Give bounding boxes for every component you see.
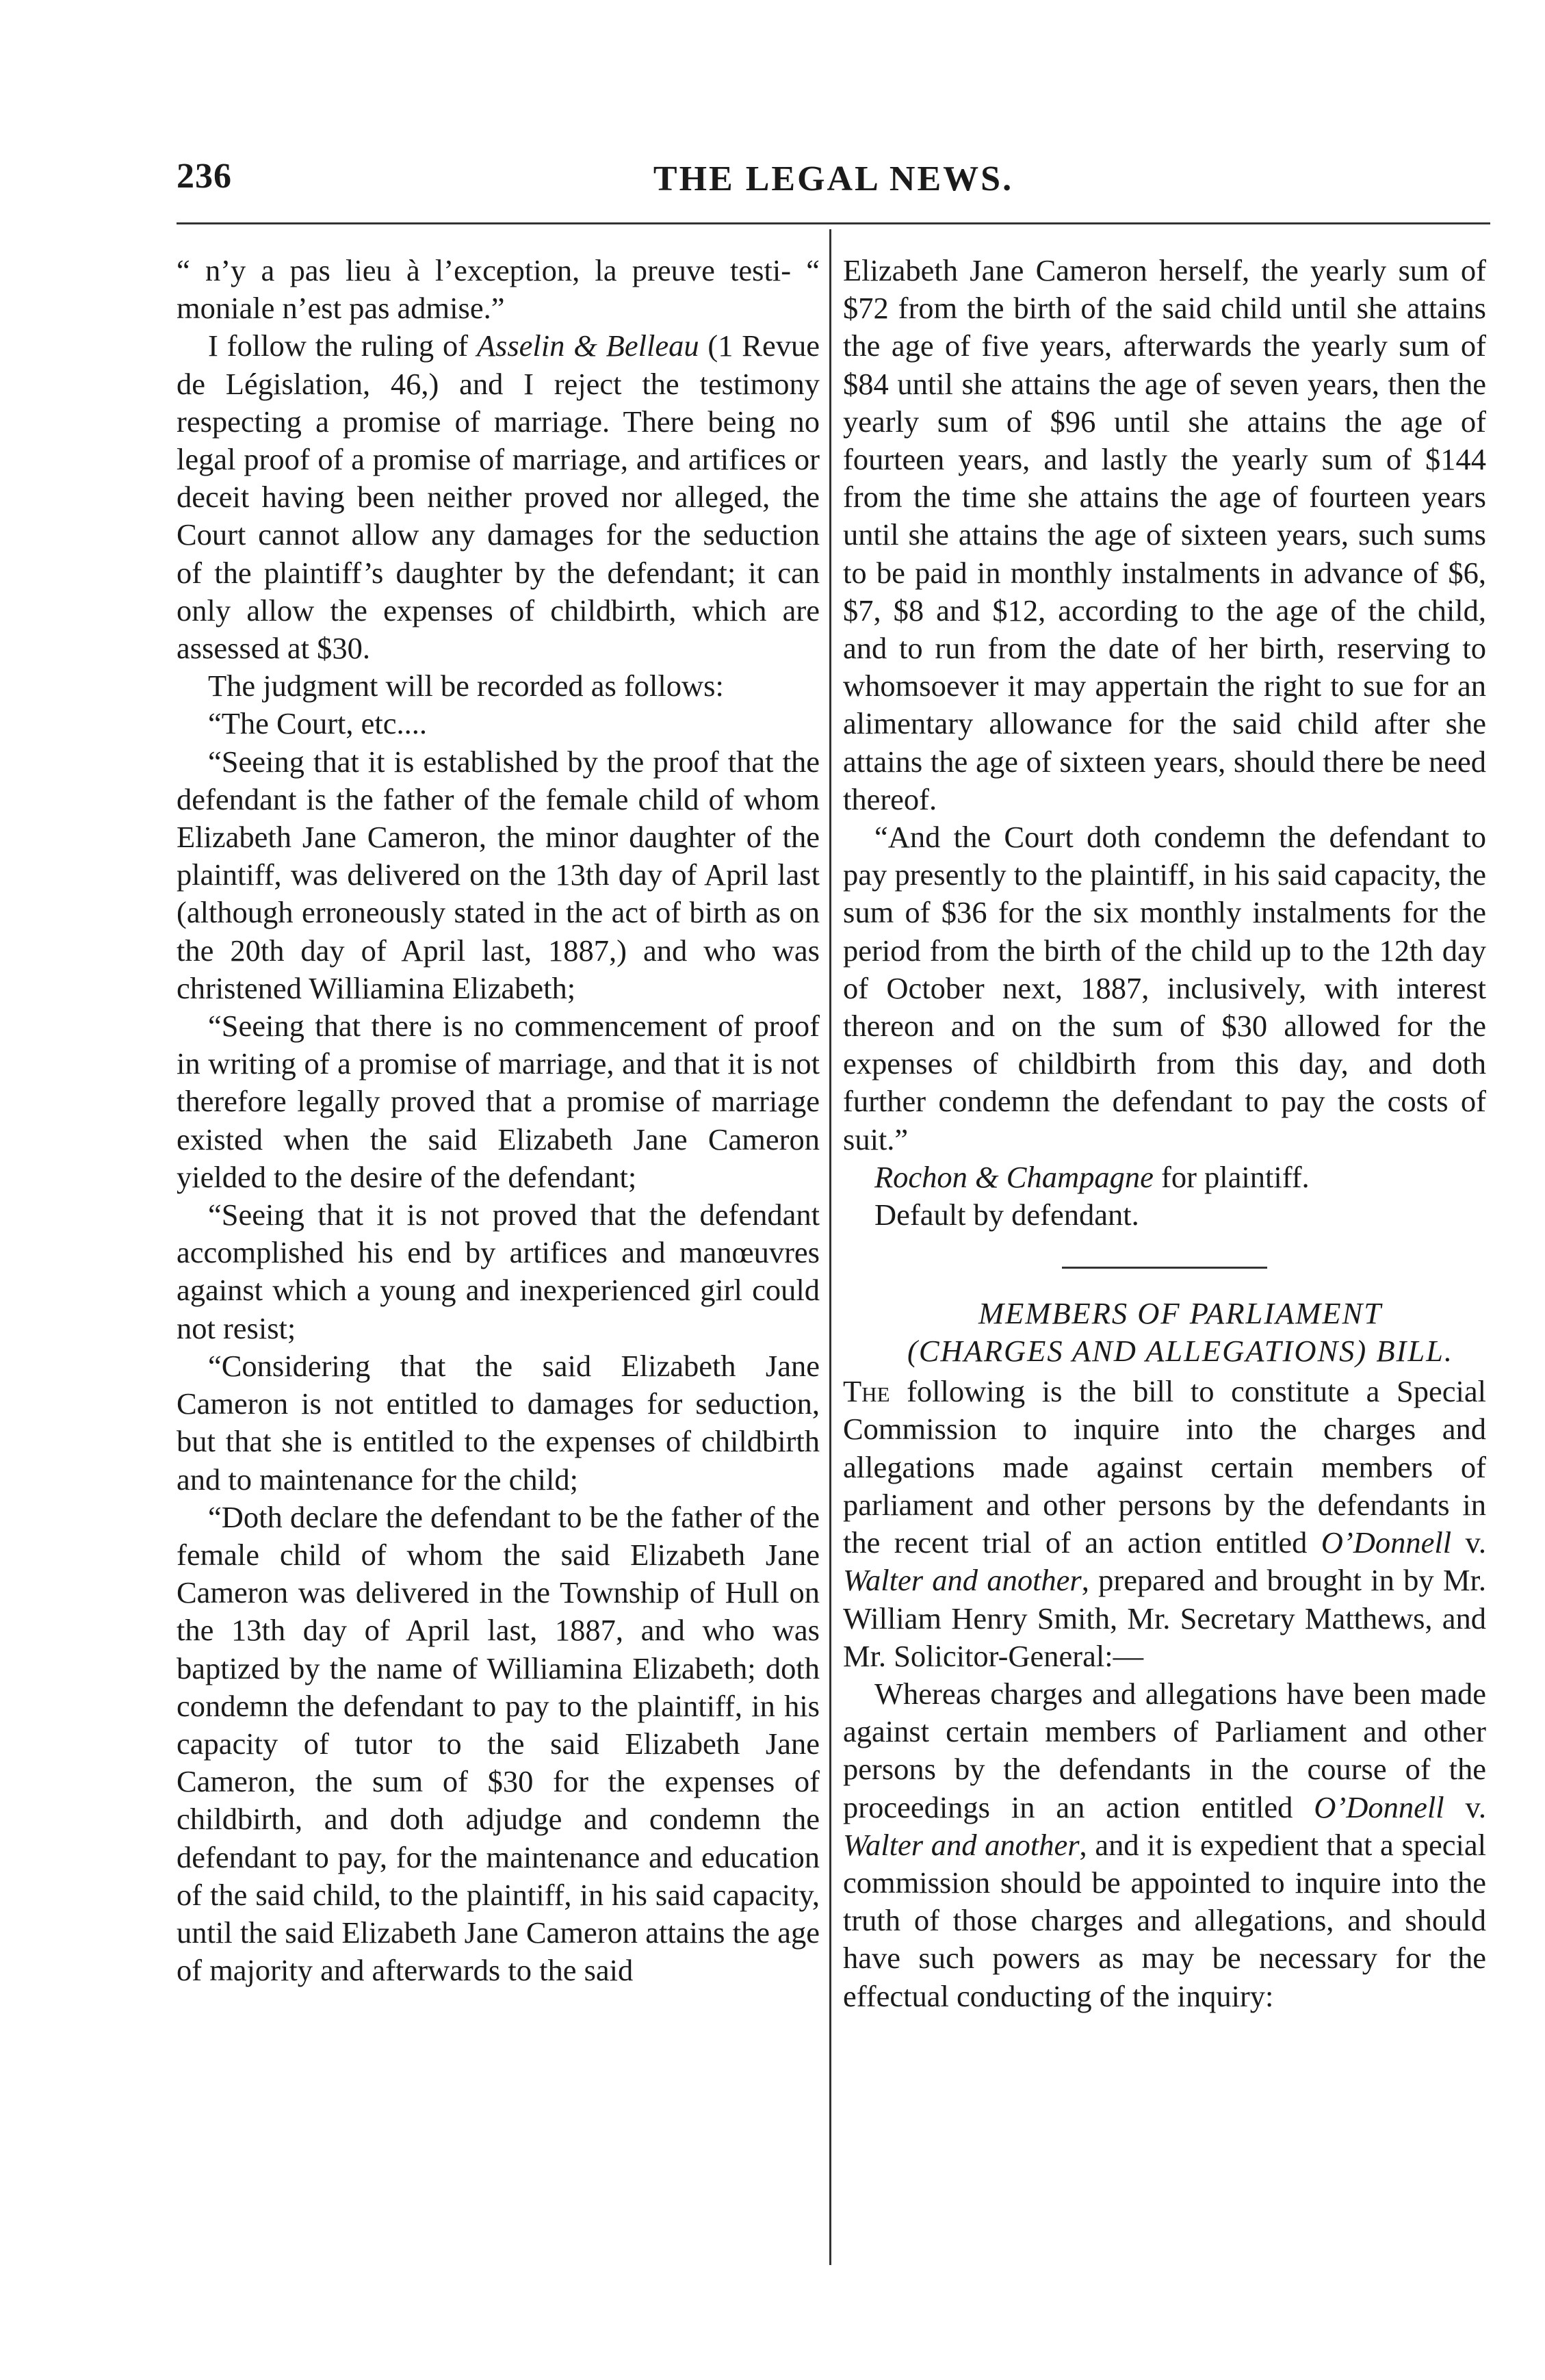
paragraph: The following is the bill to constitute a Special Commission to inquire into the charges and allegations made against certain members of parliament and other persons by the defendants in the recent trial of an action entitled O’Donnell v. Walter and another, prepared and brought in by Mr. William Henry Smith, Mr. Secretary Matthews, and Mr. Solicitor-General:— — [843, 1374, 1487, 1673]
section-title: MEMBERS OF PARLIAMENT — [978, 1296, 1382, 1331]
paragraph: “And the Court doth condemn the defendant to pay presently to the plaintiff, in his said capacity, the sum of $36 for the six monthly instalments for the period from the birth of the child up to the 12th day of October next, 1887, inclusively, with interest thereon and on the sum of $30 allowed for the expenses of childbirth from this day, and doth further condemn the defendant to pay the costs of suit.” — [843, 820, 1486, 1156]
lead-word: The — [843, 1374, 890, 1409]
counsel-names: Rochon & Champagne — [874, 1159, 1154, 1194]
column-divider — [829, 229, 831, 2265]
running-head — [177, 156, 1490, 204]
case-citation: Asselin & Belleau — [476, 328, 699, 363]
section-rule — [1062, 1267, 1267, 1269]
paragraph: “ n’y a pas lieu à l’exception, la preuve testi- “ moniale n’est pas admise.” — [177, 253, 820, 326]
paragraph: The judgment will be recorded as follows: — [208, 669, 724, 703]
right-column — [843, 252, 1486, 2015]
case-name: Walter and another — [843, 1563, 1082, 1598]
case-name: Walter and another — [843, 1827, 1080, 1862]
paragraph: “Seeing that it is not proved that the defendant accomplished his end by artifices and manœuvres against which a young and inexperienced girl could not resist; — [177, 1198, 820, 1345]
case-name: O’Donnell — [1314, 1789, 1444, 1824]
case-name: O’Donnell — [1321, 1525, 1452, 1560]
paragraph: I follow the ruling of Asselin & Belleau (1 Revue de Législation, 46,) and I reject the testimony respecting a promise of marriage. There being no legal proof of a promise of marriage, and artifices or deceit having been neither proved nor alleged, the Court cannot allow any damages for the seduction of the plaintiff’s daughter by the defendant; it can only allow the expenses of childbirth, which are assessed at $30. — [177, 328, 820, 666]
counsel-suffix: for plaintiff. — [1153, 1159, 1310, 1194]
page-number: 236 — [177, 157, 232, 196]
paragraph: Elizabeth Jane Cameron herself, the yearly sum of $72 from the birth of the said child until she attains the age of five years, afterwards the yearly sum of $84 until she attains the age of seven years, then the yearly sum of $96 until she attains the age of fourteen years, and lastly the yearly sum of $144 from the time she attains the age of fourteen years until she attains the age of sixteen years, such sums to be paid in monthly instalments in advance of $6, $7, $8 and $12, according to the age of the child, and to run from the date of her birth, reserving to whomsoever it may appertain the right to sue for an alimentary allowance for the said child after she attains the age of sixteen years, should there be need thereof. — [843, 253, 1486, 816]
default-line: Default by defendant. — [874, 1198, 1139, 1232]
paragraph: “Seeing that there is no commencement of proof in writing of a promise of marriage, and that it is not therefore legally proved that a promise of marriage existed when the said Elizabeth Jane Cameron yielded to the desire of the defendant; — [177, 1009, 820, 1194]
paragraph: “Doth declare the defendant to be the father of the female child of whom the said Elizabeth Jane Cameron was delivered in the Township of Hull on the 13th day of April last, 1887, and who was baptized by the name of Williamina Elizabeth; doth condemn the defendant to pay to the plaintiff, in his capacity of tutor to the said Elizabeth Jane Cameron, the sum of $30 for the expenses of childbirth, and doth adjudge and condemn the defendant to pay, for the maintenance and education of the said child, to the plaintiff, in his said capacity, until the said Elizabeth Jane Cameron attains the age of majority and afterwards to the said — [177, 1499, 820, 1988]
paragraph: “Seeing that it is established by the proof that the defendant is the father of the female child of whom Elizabeth Jane Cameron, the minor daughter of the plaintiff, was delivered on the 13th day of April last (although erroneously stated in the act of birth as on the 20th day of April last, 1887,) and who was christened Williamina Elizabeth; — [177, 744, 820, 1005]
header-rule — [177, 222, 1490, 224]
paragraph: “Considering that the said Elizabeth Jane Cameron is not entitled to damages for seduction, but that she is entitled to the expenses of childbirth and to maintenance for the child; — [177, 1348, 820, 1497]
section-subtitle: (CHARGES AND ALLEGATIONS) BILL. — [907, 1334, 1453, 1369]
paragraph: Whereas charges and allegations have been made against certain members of Parliament and other persons by the defendants in the course of the proceedings in an action entitled O’Donnell v. Walter and another, and it is expedient that a special commission should be appointed to inquire into the truth of those charges and allegations, and should have such powers as may be necessary for the effectual conducting of the inquiry: — [843, 1676, 1486, 2013]
paragraph: “The Court, etc.... — [208, 706, 428, 741]
left-column — [177, 252, 820, 1989]
counsel-line — [843, 1159, 1486, 1196]
journal-title: THE LEGAL NEWS. — [653, 159, 1014, 198]
